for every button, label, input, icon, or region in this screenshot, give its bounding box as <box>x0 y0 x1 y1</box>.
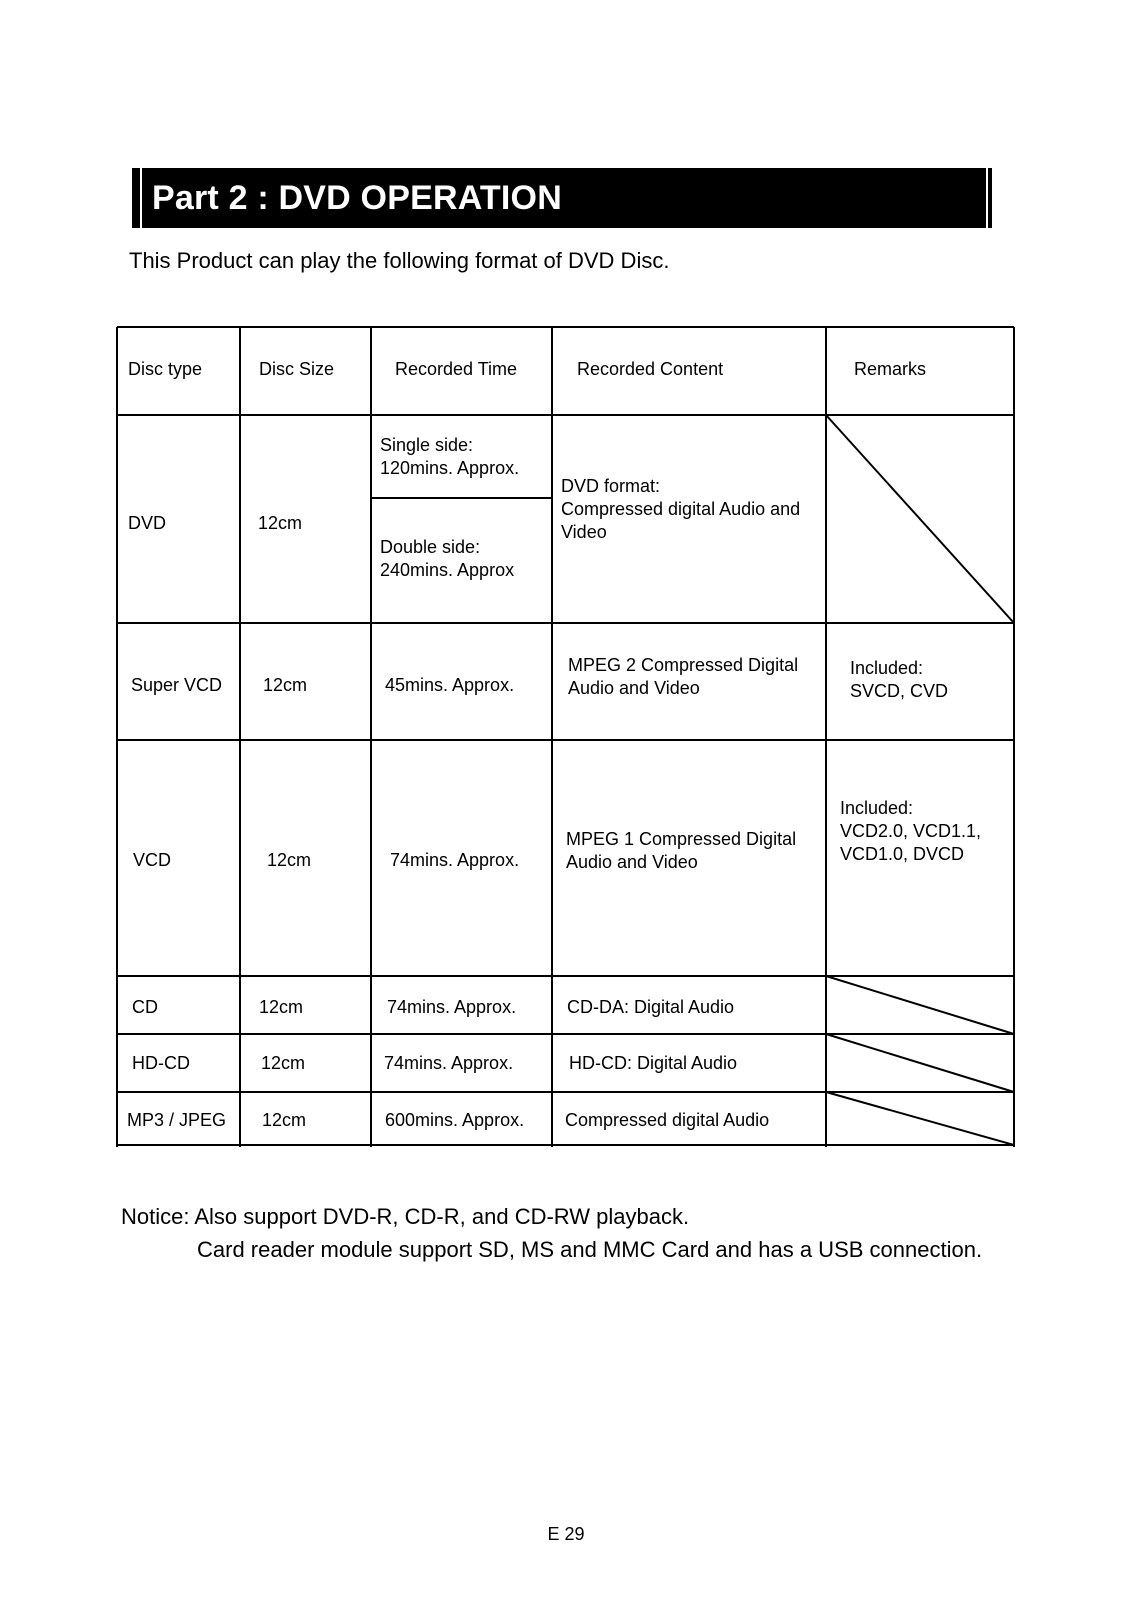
cell-cd-time: 74mins. Approx. <box>387 997 517 1017</box>
cell-vcd-time: 74mins. Approx. <box>390 850 520 870</box>
cell-vcd-remarks-line-1: Included: <box>840 798 914 818</box>
cell-dvd-content-line-3: Video <box>561 522 607 542</box>
notice-line-1: Notice: Also support DVD-R, CD-R, and CD-RW playback. <box>121 1204 690 1229</box>
cell-dvd-time-single-value: 120mins. Approx. <box>380 458 520 478</box>
page-number: E 29 <box>547 1524 585 1544</box>
cell-mp3-time: 600mins. Approx. <box>385 1110 525 1130</box>
cell-vcd-content-line-2: Audio and Video <box>566 852 698 872</box>
cell-svcd-content-line-1: MPEG 2 Compressed Digital <box>568 655 799 675</box>
column-header-disc-type: Disc type <box>128 359 203 379</box>
column-header-remarks: Remarks <box>854 359 927 379</box>
cell-dvd-time-single-label: Single side: <box>380 435 474 455</box>
notice-line-2: Card reader module support SD, MS and MMC Card and has a USB connection. <box>197 1237 983 1262</box>
column-header-disc-size: Disc Size <box>259 359 335 379</box>
cell-svcd-disc-size: 12cm <box>263 675 308 695</box>
cell-hdcd-content: HD-CD: Digital Audio <box>569 1053 738 1073</box>
intro-text: This Product can play the following format of DVD Disc. <box>129 248 670 273</box>
cell-dvd-time-double-label: Double side: <box>380 537 481 557</box>
cell-svcd-remarks-line-1: Included: <box>850 658 924 678</box>
cell-hdcd-disc-type: HD-CD <box>132 1053 190 1073</box>
cell-vcd-remarks-line-3: VCD1.0, DVCD <box>840 844 965 864</box>
cell-cd-disc-size: 12cm <box>259 997 304 1017</box>
cell-hdcd-disc-size: 12cm <box>261 1053 306 1073</box>
remarks-empty-strike-dvd <box>826 415 1014 623</box>
cell-dvd-disc-type: DVD <box>128 513 167 533</box>
remarks-empty-strike-hdcd <box>826 1034 1014 1092</box>
cell-svcd-time: 45mins. Approx. <box>385 675 515 695</box>
cell-dvd-disc-size: 12cm <box>258 513 303 533</box>
remarks-empty-strike-mp3 <box>826 1092 1014 1145</box>
cell-svcd-content-line-2: Audio and Video <box>568 678 700 698</box>
cell-mp3-disc-type: MP3 / JPEG <box>127 1110 227 1130</box>
column-header-recorded-time: Recorded Time <box>395 359 518 379</box>
cell-dvd-time-double-value: 240mins. Approx <box>380 560 515 580</box>
cell-hdcd-time: 74mins. Approx. <box>384 1053 514 1073</box>
section-title: Part 2 : DVD OPERATION <box>152 179 562 217</box>
cell-vcd-content-line-1: MPEG 1 Compressed Digital <box>566 829 797 849</box>
cell-cd-disc-type: CD <box>132 997 158 1017</box>
cell-vcd-remarks-line-2: VCD2.0, VCD1.1, <box>840 821 982 841</box>
cell-mp3-disc-size: 12cm <box>262 1110 307 1130</box>
cell-mp3-content: Compressed digital Audio <box>565 1110 770 1130</box>
column-header-recorded-content: Recorded Content <box>577 359 724 379</box>
remarks-empty-strike-cd <box>826 976 1014 1034</box>
cell-cd-content: CD-DA: Digital Audio <box>567 997 735 1017</box>
cell-svcd-remarks-line-2: SVCD, CVD <box>850 681 949 701</box>
cell-dvd-content-line-2: Compressed digital Audio and <box>561 499 801 519</box>
cell-svcd-disc-type: Super VCD <box>131 675 223 695</box>
cell-vcd-disc-size: 12cm <box>267 850 312 870</box>
cell-vcd-disc-type: VCD <box>133 850 172 870</box>
cell-dvd-content-line-1: DVD format: <box>561 476 661 496</box>
